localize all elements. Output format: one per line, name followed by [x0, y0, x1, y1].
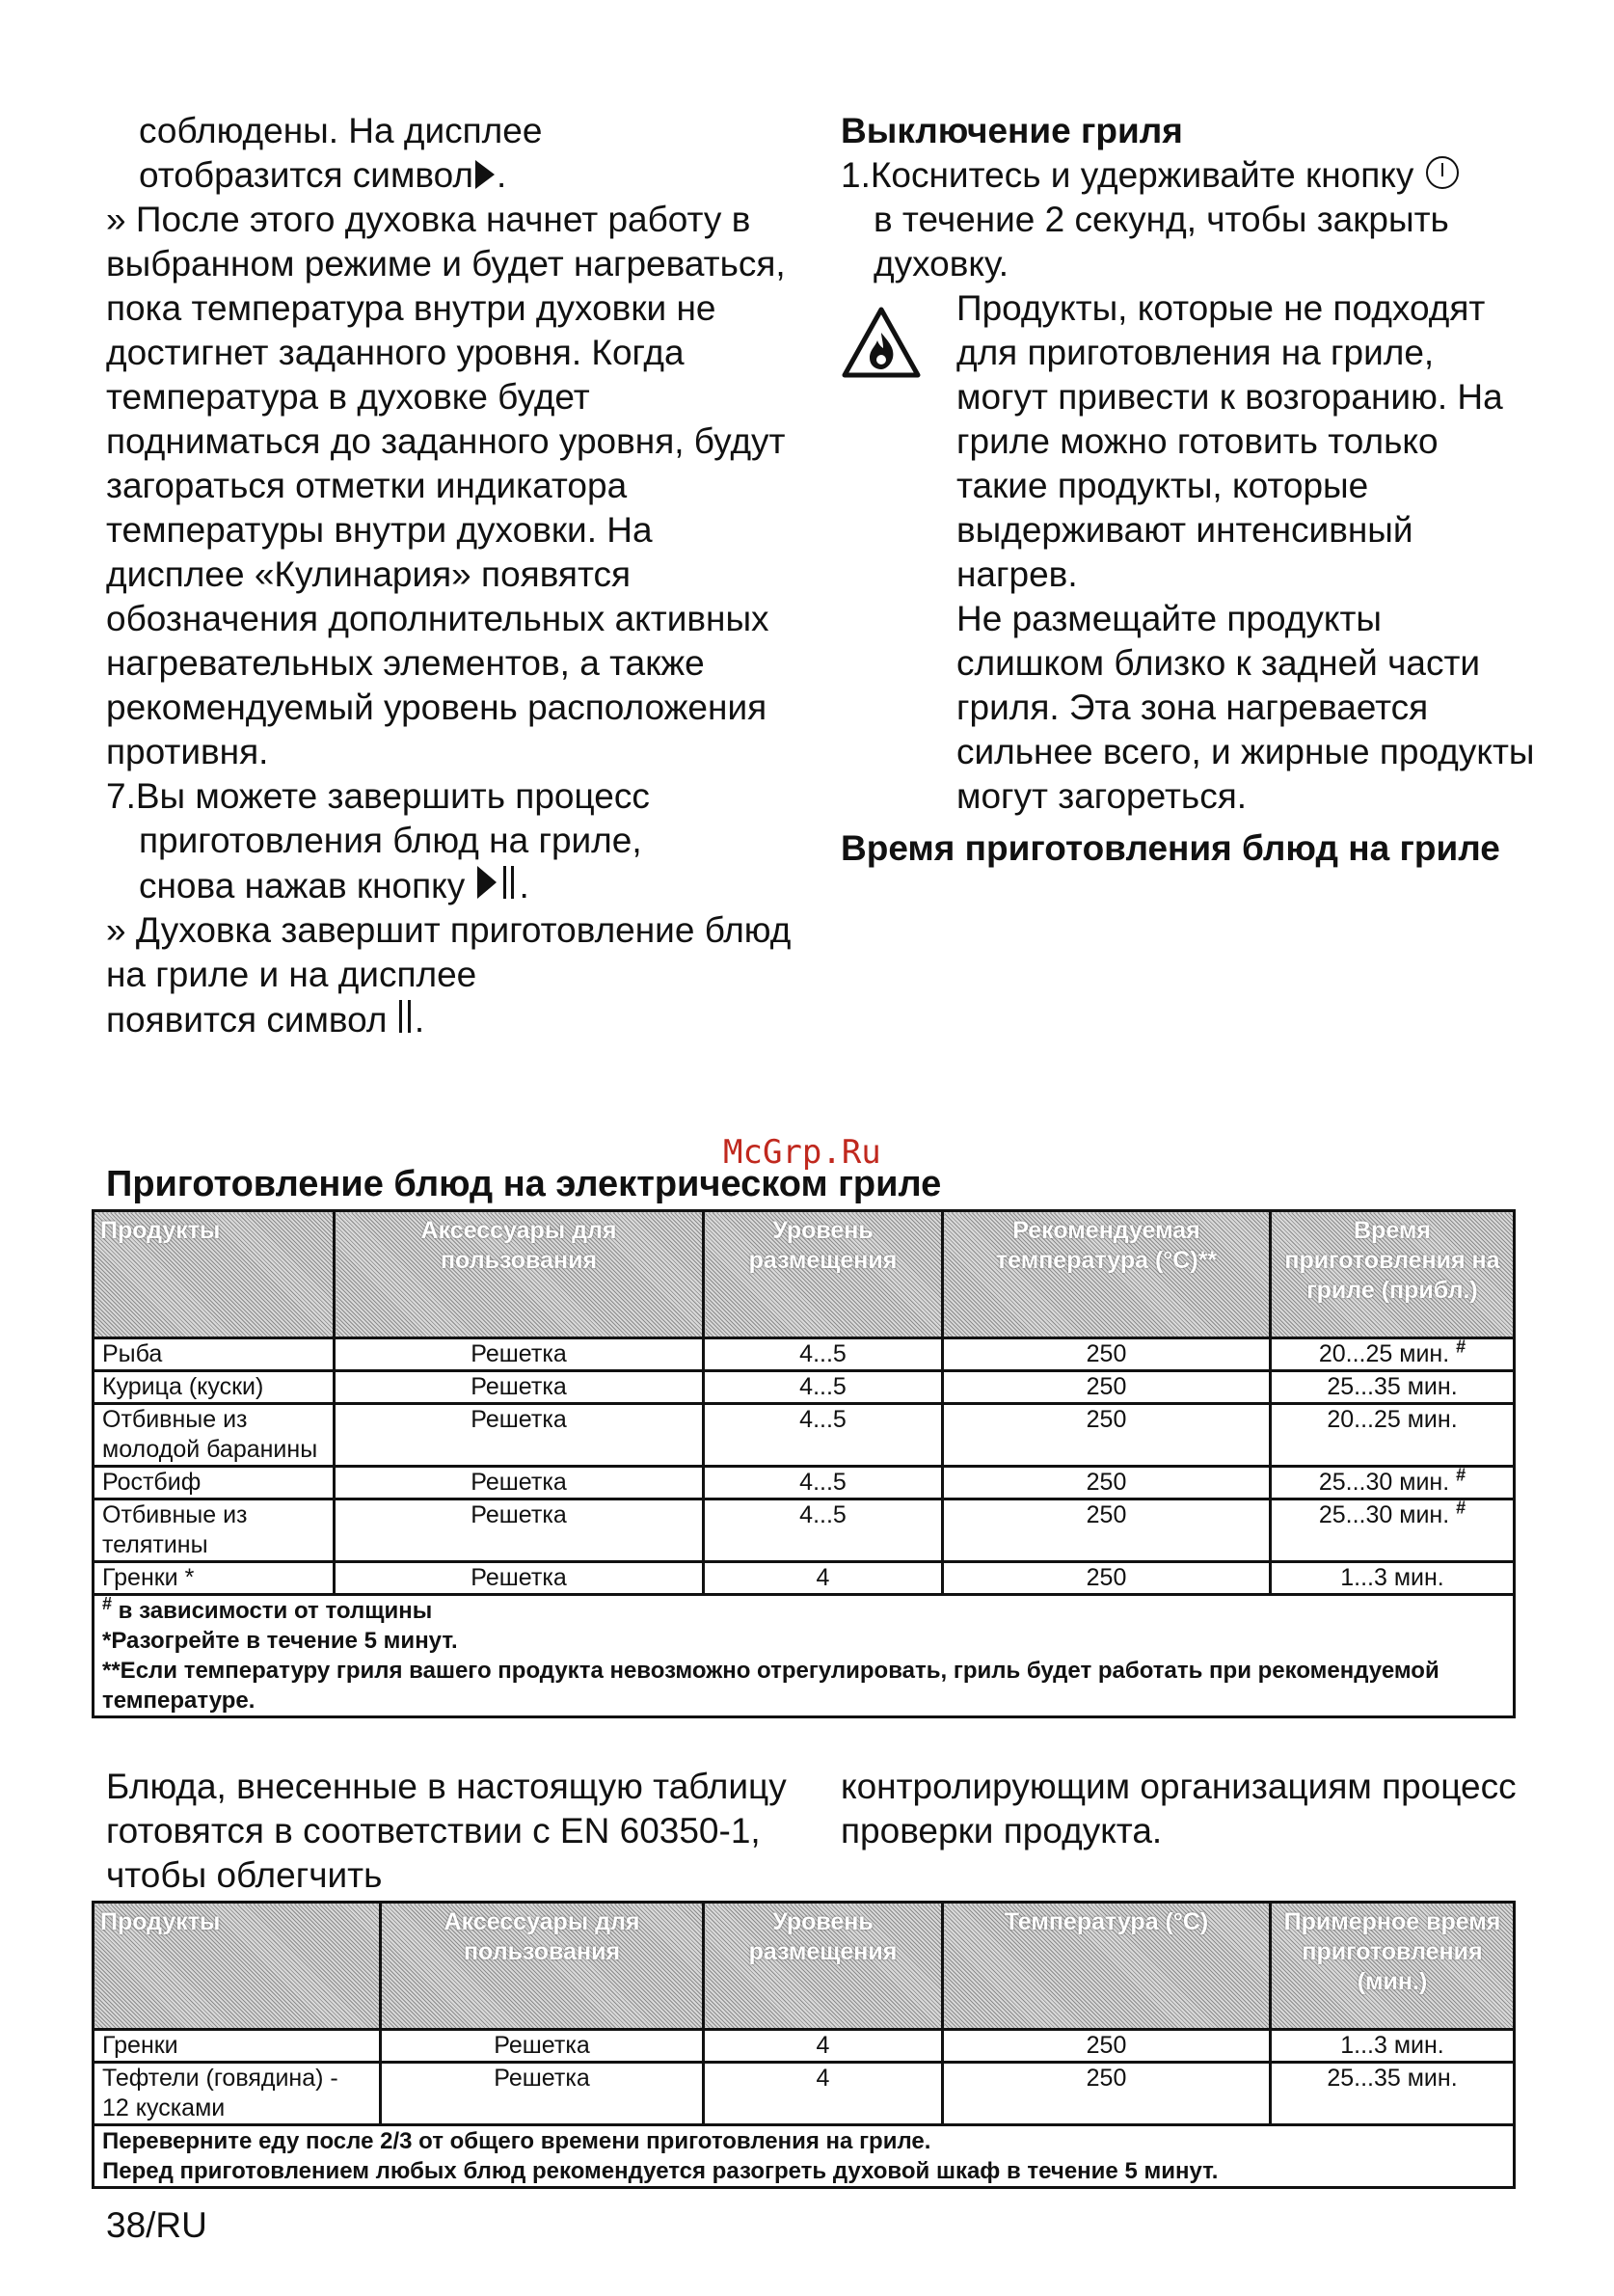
- cell-level: 4...5: [704, 1371, 943, 1404]
- table-row: [94, 1371, 1515, 1404]
- table-notes-row: [94, 1595, 1515, 1717]
- page-number: 38/RU: [106, 2205, 207, 2245]
- text-paragraph: в течение 2 секунд, чтобы закрыть духовку.: [874, 200, 1449, 284]
- table-row: [94, 2063, 1515, 2125]
- time-value: 20...25 мин.: [1318, 1340, 1450, 1367]
- paragraph-left: [106, 1765, 800, 1898]
- cell-time: [1271, 1499, 1515, 1562]
- column-header: Продукты: [94, 1903, 381, 2030]
- column-header: Уровень размещения: [704, 1903, 943, 2030]
- section-heading: Выключение гриля: [841, 111, 1183, 150]
- text-span: отобразится символ: [139, 155, 473, 195]
- right-column: [841, 109, 1535, 871]
- cell-accessory: Решетка: [335, 1467, 704, 1499]
- pause-icon: [397, 997, 415, 1036]
- play-icon: [473, 158, 497, 191]
- text-line: 7.Вы можете завершить процесс: [106, 776, 650, 816]
- cell-product: Тефтели (говядина) - 12 кусками: [94, 2063, 381, 2125]
- text-paragraph: Блюда, внесенные в настоящую таблицу готовятся в соответствии с EN 60350-1, чтобы облегчить: [106, 1767, 787, 1895]
- cell-product: Рыба: [94, 1338, 335, 1371]
- grill-table: [92, 1209, 1516, 1718]
- note-line: [102, 1596, 1505, 1626]
- column-header: Время приготовления на гриле (прибл.): [1271, 1211, 1515, 1338]
- cell-level: 4...5: [704, 1338, 943, 1371]
- paragraph-right: [841, 1765, 1535, 1853]
- cell-time: 1...3 мин.: [1271, 1562, 1515, 1595]
- text-span: снова нажав кнопку: [139, 866, 466, 905]
- cell-product: Отбивные из телятины: [94, 1499, 335, 1562]
- text-span: появится символ: [106, 1000, 388, 1040]
- text-paragraph: » После этого духовка начнет работу в выбранном режиме и будет нагреваться, пока температура внутри духовки не достигнет заданного уровня. Когда температура в духовке будет подниматься до заданного уровня, будут загораться отметки индикатора температуры внутри духовки. На дисплее «Кулинария» появятся обозначения дополнительных активных нагревательных элементов, а также рекомендуемый уровень расположения противня.: [106, 200, 786, 771]
- column-header: Аксессуары для пользования: [381, 1903, 704, 2030]
- text-line: снова нажав кнопку .: [106, 863, 800, 908]
- cell-accessory: Решетка: [335, 1338, 704, 1371]
- cell-temp: 250: [943, 1371, 1271, 1404]
- left-column: [106, 109, 800, 1042]
- note-line: **Если температуру гриля вашего продукта невозможно отрегулировать, гриль будет работать при рекомендуемой температуре.: [102, 1658, 1439, 1714]
- table-notes: [94, 2125, 1515, 2188]
- footnote-mark: #: [1456, 1465, 1466, 1485]
- cell-accessory: Решетка: [335, 1371, 704, 1404]
- warning-block: [841, 286, 1535, 819]
- table-header-row: [94, 1211, 1515, 1338]
- cell-time: 1...3 мин.: [1271, 2030, 1515, 2063]
- column-header: Продукты: [94, 1211, 335, 1338]
- cell-temp: 250: [943, 1562, 1271, 1595]
- time-value: 25...30 мин.: [1318, 1501, 1450, 1528]
- cell-accessory: Решетка: [335, 1562, 704, 1595]
- text-line: соблюдены. На дисплее: [139, 111, 543, 150]
- cell-level: 4...5: [704, 1404, 943, 1467]
- text-span: 1.Коснитесь и удерживайте кнопку: [841, 155, 1414, 195]
- column-header: Температура (°C): [943, 1903, 1271, 2030]
- cell-product: Отбивные из молодой баранины: [94, 1404, 335, 1467]
- cell-product: Гренки: [94, 2030, 381, 2063]
- section-heading: Время приготовления блюд на гриле: [841, 828, 1500, 868]
- power-icon: [1424, 154, 1461, 191]
- text-line: отобразится символ .: [139, 155, 507, 195]
- table-notes: [94, 1595, 1515, 1717]
- fire-warning-icon: [841, 306, 922, 379]
- note-line: *Разогрейте в течение 5 минут.: [102, 1628, 458, 1654]
- cell-time: [1271, 1338, 1515, 1371]
- note-text: в зависимости от толщины: [112, 1598, 433, 1624]
- column-header: Примерное время приготовления (мин.): [1271, 1903, 1515, 2030]
- table-row: [94, 1338, 1515, 1371]
- cell-temp: 250: [943, 1338, 1271, 1371]
- table-row: [94, 2030, 1515, 2063]
- text-line: [841, 153, 1535, 198]
- footnote-mark: #: [102, 1594, 113, 1613]
- column-header: Аксессуары для пользования: [335, 1211, 704, 1338]
- text-paragraph: контролирующим организациям процесс проверки продукта.: [841, 1767, 1517, 1850]
- warning-text: Не размещайте продукты слишком близко к задней части гриля. Эта зона нагревается сильнее всего, и жирные продукты могут загореться.: [956, 599, 1535, 816]
- footnote-mark: #: [1456, 1337, 1466, 1357]
- table-row: [94, 1404, 1515, 1467]
- table-row: [94, 1499, 1515, 1562]
- table-row: [94, 1467, 1515, 1499]
- text-line: приготовления блюд на гриле,: [139, 821, 642, 860]
- cell-accessory: Решетка: [381, 2030, 704, 2063]
- cell-accessory: Решетка: [335, 1404, 704, 1467]
- cell-accessory: Решетка: [335, 1499, 704, 1562]
- warning-text: Продукты, которые не подходят для приготовления на гриле, могут привести к возгоранию. На гриле можно готовить только такие продукты, которые выдерживают интенсивный нагрев.: [956, 288, 1503, 594]
- note-line: Переверните еду после 2/3 от общего времени приготовления на гриле.: [102, 2128, 931, 2154]
- cell-temp: 250: [943, 1467, 1271, 1499]
- text-line: появится символ .: [106, 997, 800, 1042]
- cell-product: Гренки *: [94, 1562, 335, 1595]
- cell-time: 20...25 мин.: [1271, 1404, 1515, 1467]
- cell-temp: 250: [943, 2030, 1271, 2063]
- table-row: [94, 1562, 1515, 1595]
- cell-temp: 250: [943, 2063, 1271, 2125]
- cell-level: 4: [704, 1562, 943, 1595]
- table-notes-row: [94, 2125, 1515, 2188]
- text-paragraph: » Духовка завершит приготовление блюд на гриле и на дисплее: [106, 910, 792, 994]
- cell-temp: 250: [943, 1404, 1271, 1467]
- play-pause-icon: [475, 863, 520, 902]
- table-header-row: [94, 1903, 1515, 2030]
- cell-level: 4...5: [704, 1467, 943, 1499]
- cell-product: Ростбиф: [94, 1467, 335, 1499]
- cell-time: [1271, 1467, 1515, 1499]
- cell-level: 4: [704, 2063, 943, 2125]
- note-line: Перед приготовлением любых блюд рекомендуется разогреть духовой шкаф в течение 5 минут.: [102, 2158, 1219, 2184]
- time-value: 25...30 мин.: [1318, 1469, 1450, 1496]
- cell-product: Курица (куски): [94, 1371, 335, 1404]
- cell-time: 25...35 мин.: [1271, 2063, 1515, 2125]
- table-title: Приготовление блюд на электрическом гриле: [106, 1164, 942, 1204]
- en60350-table: [92, 1901, 1516, 2189]
- watermark: McGrp.Ru: [723, 1133, 881, 1172]
- cell-temp: 250: [943, 1499, 1271, 1562]
- column-header: Уровень размещения: [704, 1211, 943, 1338]
- footnote-mark: #: [1456, 1498, 1466, 1518]
- cell-level: 4...5: [704, 1499, 943, 1562]
- cell-time: 25...35 мин.: [1271, 1371, 1515, 1404]
- column-header: Рекомендуемая температура (°C)**: [943, 1211, 1271, 1338]
- cell-accessory: Решетка: [381, 2063, 704, 2125]
- cell-level: 4: [704, 2030, 943, 2063]
